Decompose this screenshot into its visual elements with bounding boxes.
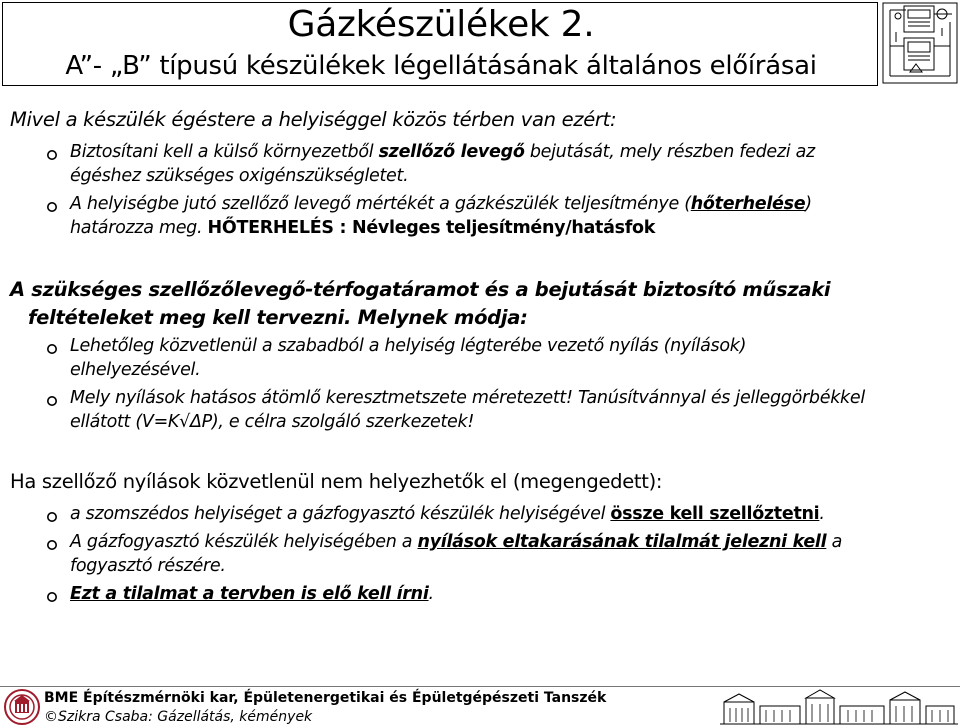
text-run-emphasis: nyílások eltakarásának tilalmát jelezni kell [417, 532, 827, 552]
section1-bullet2-line1 [70, 194, 812, 214]
section2-heading-line1: A szükséges szellőzőlevegő-térfogatáramot és a bejutását biztosító műszaki [10, 278, 831, 301]
bme-logo-icon [2, 688, 42, 726]
section3-bullet2-line1 [70, 532, 842, 552]
section2-bullet2-line2: ellátott (V=K√ΔP), e célra szolgáló szerkezetek! [70, 412, 475, 432]
section3-bullet3-line1 [70, 584, 434, 604]
section1-heading: Mivel a készülék égéstere a helyiséggel közös térben van ezért: [10, 108, 617, 131]
ring-bullet-icon [46, 343, 58, 355]
slide-title: Gázkészülékek 2. [287, 4, 595, 45]
text-run: . [819, 504, 825, 524]
text-run-emphasis: szellőző levegő [378, 142, 525, 162]
ring-bullet-icon [46, 539, 58, 551]
text-run: bejutását, mely részben fedezi az [524, 142, 815, 162]
building-silhouette-icon [720, 688, 958, 726]
ring-bullet-icon [46, 201, 58, 213]
section1-bullet2-line2 [70, 218, 655, 238]
text-run: határozza meg. [70, 218, 208, 238]
text-run-emphasis: hőterhelése [690, 194, 806, 214]
slide-subtitle: A”- „B” típusú készülékek légellátásának általános előírásai [65, 51, 817, 81]
footer-divider [0, 686, 960, 687]
section2-bullet2-line1: Mely nyílások hatásos átömlő keresztmetszete méretezett! Tanúsítvánnyal és jelleggörbékkel [70, 388, 865, 408]
section3-bullet1-line1 [70, 504, 825, 524]
section1-bullet1-line2: égéshez szükséges oxigénszükségletet. [70, 166, 409, 186]
ring-bullet-icon [46, 511, 58, 523]
text-run: a [826, 532, 842, 552]
ring-bullet-icon [46, 395, 58, 407]
text-run-emphasis: HŐTERHELÉS : Névleges teljesítmény/hatásfok [207, 218, 656, 238]
text-run: . [428, 584, 434, 604]
section2-bullet1-line2: elhelyezésével. [70, 360, 201, 380]
section2-heading-line2: feltételeket meg kell tervezni. Melynek módja: [28, 306, 528, 329]
section1-bullet1-line1 [70, 142, 815, 162]
text-run-emphasis: Ezt a tilalmat a tervben is elő kell írni [70, 584, 429, 604]
text-run: A helyiségbe jutó szellőző levegő mértékét a gázkészülék teljesítménye ( [70, 194, 691, 214]
text-run-emphasis: össze kell szellőztetni [610, 504, 820, 524]
footer-copyright: ©Szikra Csaba: Gázellátás, kémények [44, 709, 313, 725]
text-run: Biztosítani kell a külső környezetből [70, 142, 379, 162]
section3-bullet2-line2: fogyasztó részére. [70, 556, 226, 576]
text-run: A gázfogyasztó készülék helyiségében a [70, 532, 418, 552]
text-run: a szomszédos helyiséget a gázfogyasztó készülék helyiségével [70, 504, 611, 524]
text-run: ) [805, 194, 812, 214]
ring-bullet-icon [46, 591, 58, 603]
section2-bullet1-line1: Lehetőleg közvetlenül a szabadból a helyiség légterébe vezető nyílás (nyílások) [70, 336, 747, 356]
footer-department: BME Építészmérnöki kar, Épületenergetikai és Épületgépészeti Tanszék [44, 690, 607, 706]
section3-heading: Ha szellőző nyílások közvetlenül nem helyezhetők el (megengedett): [10, 470, 663, 493]
ring-bullet-icon [46, 149, 58, 161]
